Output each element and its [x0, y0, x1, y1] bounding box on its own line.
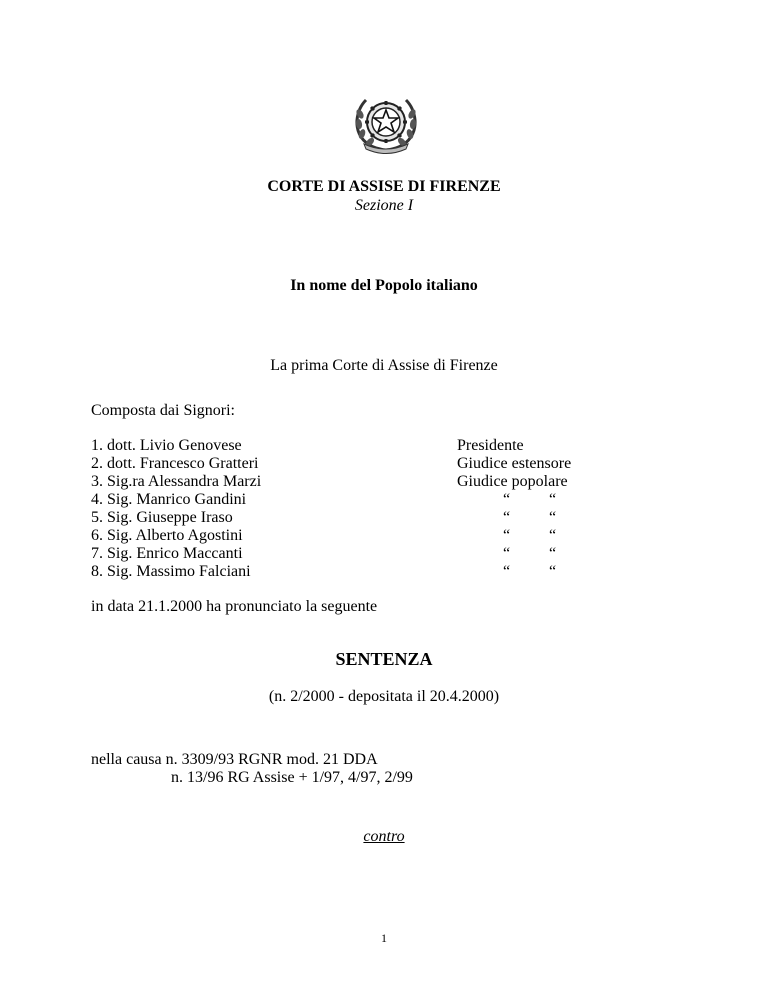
ditto-mark: “ [549, 491, 557, 508]
ditto-mark: “ [503, 545, 511, 562]
case-line-1: nella causa n. 3309/93 RGNR mod. 21 DDA [91, 751, 378, 768]
member-role: Giudice popolare [457, 473, 568, 490]
ditto-mark: “ [503, 527, 511, 544]
ditto-mark: “ [549, 545, 557, 562]
ditto-mark: “ [549, 527, 557, 544]
member-name: 2. dott. Francesco Gratteri [91, 455, 259, 472]
page-number: 1 [381, 931, 387, 945]
member-name: 5. Sig. Giuseppe Iraso [91, 509, 233, 526]
court-section: Sezione I [354, 197, 414, 214]
member-role [0, 544, 768, 563]
ditto-mark: “ [549, 509, 557, 526]
case-line-2: n. 13/96 RG Assise + 1/97, 4/97, 2/99 [171, 769, 413, 786]
invocation: In nome del Popolo italiano [290, 277, 478, 294]
member-name: 4. Sig. Manrico Gandini [91, 491, 247, 508]
sentence-reference: (n. 2/2000 - depositata il 20.4.2000) [268, 688, 500, 705]
member-name: 3. Sig.ra Alessandra Marzi [91, 473, 262, 490]
member-role [0, 508, 768, 527]
member-name: 7. Sig. Enrico Maccanti [91, 545, 243, 562]
sentence-title: SENTENZA [335, 649, 433, 669]
date-line: in data 21.1.2000 ha pronunciato la seguente [91, 598, 378, 615]
member-role: Giudice estensore [457, 455, 572, 472]
member-role [0, 526, 768, 545]
ditto-mark: “ [503, 509, 511, 526]
ditto-mark: “ [503, 563, 511, 580]
court-name: CORTE DI ASSISE DI FIRENZE [267, 178, 501, 195]
member-name: 1. dott. Livio Genovese [91, 437, 242, 454]
contro-label: contro [363, 828, 405, 845]
member-name: 8. Sig. Massimo Falciani [91, 563, 251, 580]
member-role [0, 562, 768, 581]
member-role: Presidente [457, 437, 524, 454]
member-name: 6. Sig. Alberto Agostini [91, 527, 243, 544]
republic-emblem [348, 92, 424, 154]
ditto-mark: “ [503, 491, 511, 508]
composition-label: Composta dai Signori: [91, 402, 235, 419]
member-role [0, 490, 768, 509]
court-line: La prima Corte di Assise di Firenze [270, 357, 498, 374]
ditto-mark: “ [549, 563, 557, 580]
